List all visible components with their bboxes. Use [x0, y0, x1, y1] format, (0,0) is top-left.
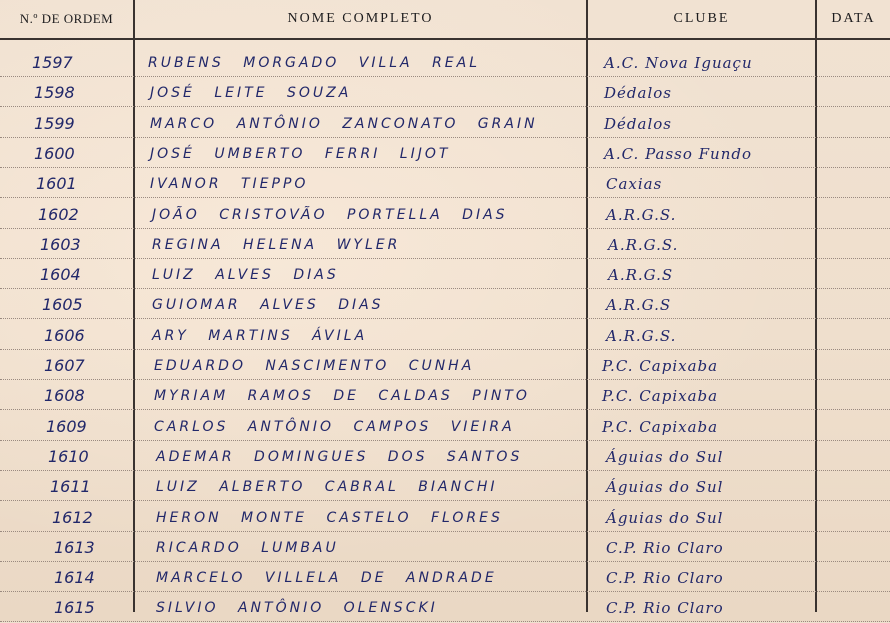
- order-number: 1598: [34, 83, 75, 103]
- ruled-line: [0, 318, 890, 319]
- full-name: RICARDO LUMBAU: [156, 539, 339, 556]
- full-name: ARY MARTINS ÁVILA: [152, 327, 368, 344]
- club-name: A.R.G.S.: [608, 235, 679, 254]
- full-name: ADEMAR DOMINGUES DOS SANTOS: [156, 448, 523, 465]
- club-name: A.C. Nova Iguaçu: [604, 54, 753, 72]
- order-number: 1610: [48, 446, 89, 466]
- club-name: C.P. Rio Claro: [606, 538, 724, 557]
- club-name: C.P. Rio Claro: [606, 599, 724, 618]
- club-name: C.P. Rio Claro: [606, 569, 724, 588]
- full-name: MARCELO VILLELA DE ANDRADE: [156, 570, 497, 587]
- order-number: 1615: [54, 598, 95, 618]
- full-name: EDUARDO NASCIMENTO CUNHA: [154, 358, 475, 374]
- order-number: 1597: [32, 53, 73, 72]
- full-name: MYRIAM RAMOS DE CALDAS PINTO: [154, 388, 530, 405]
- ruled-line: [0, 106, 890, 107]
- club-name: A.R.G.S.: [606, 205, 677, 224]
- club-name: A.C. Passo Fundo: [604, 144, 752, 163]
- ruled-line: [0, 288, 890, 289]
- full-name: JOSÉ UMBERTO FERRI LIJOT: [150, 145, 451, 162]
- club-header: CLUBE: [673, 11, 730, 26]
- full-name: RUBENS MORGADO VILLA REAL: [148, 55, 481, 71]
- full-name: LUIZ ALVES DIAS: [152, 267, 339, 284]
- full-name: GUIOMAR ALVES DIAS: [152, 297, 384, 314]
- order-number: 1600: [34, 143, 75, 163]
- full-name: JOÃO CRISTOVÃO PORTELLA DIAS: [152, 206, 508, 223]
- order-header: N.º DE ORDEM: [19, 11, 114, 26]
- full-name: SILVIO ANTÔNIO OLENSCKI: [156, 600, 438, 617]
- order-number: 1602: [38, 204, 79, 224]
- order-number: 1605: [42, 295, 83, 315]
- club-name: P.C. Capixaba: [602, 357, 719, 375]
- order-number: 1599: [34, 113, 75, 133]
- club-name: P.C. Capixaba: [602, 387, 719, 406]
- name-header: NOME COMPLETO: [287, 11, 434, 26]
- club-name: Dédalos: [604, 114, 672, 133]
- order-number: 1603: [40, 234, 81, 254]
- full-name: LUIZ ALBERTO CABRAL BIANCHI: [156, 479, 498, 496]
- order-number: 1601: [36, 174, 77, 194]
- ruled-line: [0, 561, 890, 562]
- order-number: 1604: [40, 265, 81, 285]
- club-name: Caxias: [606, 175, 663, 194]
- order-number: 1614: [54, 568, 95, 588]
- full-name: MARCO ANTÔNIO ZANCONATO GRAIN: [150, 115, 538, 132]
- column-divider: [133, 0, 135, 612]
- order-number: 1606: [44, 325, 85, 345]
- club-name: A.R.G.S: [606, 296, 672, 315]
- full-name: IVANOR TIEPPO: [150, 176, 309, 193]
- date-header: DATA: [831, 11, 876, 26]
- order-number: 1613: [54, 537, 95, 557]
- order-number: 1608: [44, 386, 85, 406]
- club-name: Águias do Sul: [606, 478, 724, 497]
- full-name: HERON MONTE CASTELO FLORES: [156, 509, 503, 526]
- order-number: 1607: [44, 356, 85, 375]
- ruled-line: [0, 258, 890, 259]
- order-number: 1612: [52, 507, 93, 527]
- club-name: P.C. Capixaba: [602, 417, 719, 436]
- club-name: Águias do Sul: [606, 508, 724, 527]
- order-number: 1609: [46, 416, 87, 436]
- column-divider: [815, 0, 817, 612]
- club-name: Águias do Sul: [606, 447, 724, 466]
- order-number: 1611: [50, 477, 91, 497]
- club-name: A.R.G.S.: [606, 326, 677, 345]
- club-name: Dédalos: [604, 84, 672, 103]
- full-name: JOSÉ LEITE SOUZA: [150, 85, 352, 102]
- full-name: CARLOS ANTÔNIO CAMPOS VIEIRA: [154, 418, 515, 435]
- ruled-line: [0, 197, 890, 198]
- column-divider: [586, 0, 588, 612]
- club-name: A.R.G.S: [608, 266, 674, 285]
- full-name: REGINA HELENA WYLER: [152, 236, 401, 253]
- ruled-line: [0, 349, 890, 350]
